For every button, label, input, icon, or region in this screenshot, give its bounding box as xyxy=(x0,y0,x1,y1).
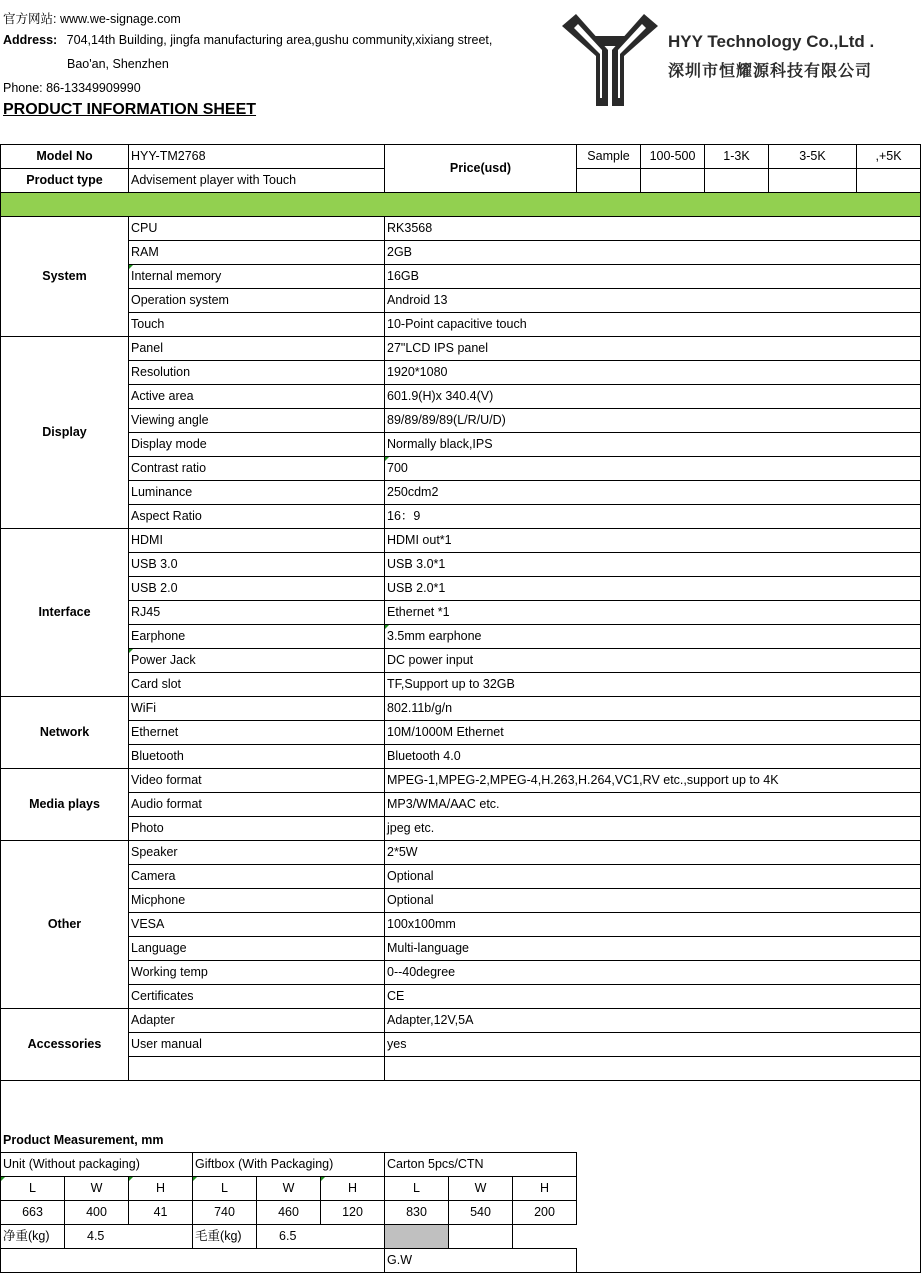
spec-row xyxy=(1,649,921,673)
spec-row xyxy=(1,625,921,649)
spec-value: 0--40degree xyxy=(385,961,921,985)
empty-cell xyxy=(513,1225,577,1249)
spec-label: Audio format xyxy=(129,793,385,817)
model-value: HYY-TM2768 xyxy=(129,145,385,169)
spec-value: Multi-language xyxy=(385,937,921,961)
spec-value: MPEG-1,MPEG-2,MPEG-4,H.263,H.264,VC1,RV etc.,support up to 4K xyxy=(385,769,921,793)
spec-table xyxy=(0,216,921,1081)
dimension-value: 120 xyxy=(321,1201,385,1225)
price-label: Price(usd) xyxy=(385,145,577,193)
spec-row xyxy=(1,841,921,865)
spec-category: Media plays xyxy=(1,769,129,841)
spec-label: Panel xyxy=(129,337,385,361)
spec-label: WiFi xyxy=(129,697,385,721)
spec-value: 601.9(H)x 340.4(V) xyxy=(385,385,921,409)
spec-value: 10-Point capacitive touch xyxy=(385,313,921,337)
spec-row xyxy=(1,433,921,457)
spec-value: USB 2.0*1 xyxy=(385,577,921,601)
price-cell xyxy=(769,169,857,193)
spec-value: USB 3.0*1 xyxy=(385,553,921,577)
spec-row xyxy=(1,721,921,745)
gray-cell xyxy=(385,1225,449,1249)
empty-cell xyxy=(1,1249,385,1273)
spec-row xyxy=(1,337,921,361)
spec-value xyxy=(385,1057,921,1081)
spec-label: Bluetooth xyxy=(129,745,385,769)
spec-value: Android 13 xyxy=(385,289,921,313)
dimension-header: W xyxy=(449,1177,513,1201)
gross-weight-value: 6.5 xyxy=(257,1225,385,1249)
address-text-1: 704,14th Building, jingfa manufacturing area,gushu community,xixiang street, xyxy=(66,33,493,47)
spec-value: TF,Support up to 32GB xyxy=(385,673,921,697)
spec-label: Working temp xyxy=(129,961,385,985)
measurement-table xyxy=(0,1152,577,1273)
spec-row xyxy=(1,913,921,937)
measurement-title: Product Measurement, mm xyxy=(3,1133,164,1147)
spec-value: Bluetooth 4.0 xyxy=(385,745,921,769)
company-name-cn: 深圳市恒耀源科技有限公司 xyxy=(668,63,873,80)
group-header: Giftbox (With Packaging) xyxy=(193,1153,385,1177)
group-header: Unit (Without packaging) xyxy=(1,1153,193,1177)
spec-row xyxy=(1,289,921,313)
spec-row xyxy=(1,937,921,961)
spec-value: 100x100mm xyxy=(385,913,921,937)
spec-label: RAM xyxy=(129,241,385,265)
price-cell xyxy=(857,169,921,193)
website-link[interactable]: www.we-signage.com xyxy=(59,12,181,26)
spec-label: User manual xyxy=(129,1033,385,1057)
y-logo-icon xyxy=(560,12,660,110)
spec-label: Speaker xyxy=(129,841,385,865)
spec-row xyxy=(1,481,921,505)
spec-label: Language xyxy=(129,937,385,961)
spec-label: Resolution xyxy=(129,361,385,385)
phone-line xyxy=(3,81,141,95)
spec-row xyxy=(1,265,921,289)
spec-row xyxy=(1,577,921,601)
website-label: 官方网站: xyxy=(3,12,57,26)
spec-row xyxy=(1,697,921,721)
spec-label: Contrast ratio xyxy=(129,457,385,481)
spec-value: 89/89/89/89(L/R/U/D) xyxy=(385,409,921,433)
dimension-value: 41 xyxy=(129,1201,193,1225)
address-label: Address: xyxy=(3,33,58,47)
address-line-2: Bao'an, Shenzhen xyxy=(67,57,169,71)
spec-label: Video format xyxy=(129,769,385,793)
dimension-header: W xyxy=(65,1177,129,1201)
spec-row xyxy=(1,505,921,529)
dimension-value: 400 xyxy=(65,1201,129,1225)
spec-label: Aspect Ratio xyxy=(129,505,385,529)
spec-row xyxy=(1,985,921,1009)
dimension-header: L xyxy=(1,1177,65,1201)
spec-label: Adapter xyxy=(129,1009,385,1033)
gross-weight-label: 毛重(kg) xyxy=(193,1225,257,1249)
empty-cell xyxy=(449,1225,513,1249)
spec-label xyxy=(129,1057,385,1081)
spec-label: Display mode xyxy=(129,433,385,457)
spec-label: Certificates xyxy=(129,985,385,1009)
spec-row xyxy=(1,817,921,841)
group-header: Carton 5pcs/CTN xyxy=(385,1153,577,1177)
price-cell xyxy=(577,169,641,193)
spec-row xyxy=(1,529,921,553)
spec-label: Card slot xyxy=(129,673,385,697)
website-line xyxy=(3,9,181,27)
spec-label: Camera xyxy=(129,865,385,889)
spec-row xyxy=(1,241,921,265)
spec-value: yes xyxy=(385,1033,921,1057)
spec-value: jpeg etc. xyxy=(385,817,921,841)
spec-row xyxy=(1,601,921,625)
spec-value: DC power input xyxy=(385,649,921,673)
spec-value: 27"LCD IPS panel xyxy=(385,337,921,361)
spec-value: 1920*1080 xyxy=(385,361,921,385)
address-line xyxy=(3,33,492,47)
spec-row xyxy=(1,457,921,481)
spec-value: RK3568 xyxy=(385,217,921,241)
spec-row xyxy=(1,673,921,697)
spec-value: 16GB xyxy=(385,265,921,289)
spec-value: 16：9 xyxy=(385,505,921,529)
spec-category: System xyxy=(1,217,129,337)
section-divider xyxy=(1,193,921,217)
dimension-value: 200 xyxy=(513,1201,577,1225)
spec-label: VESA xyxy=(129,913,385,937)
spec-value: Normally black,IPS xyxy=(385,433,921,457)
company-logo xyxy=(560,12,900,112)
spec-row xyxy=(1,865,921,889)
model-label: Model No xyxy=(1,145,129,169)
spec-row xyxy=(1,769,921,793)
spec-label: Viewing angle xyxy=(129,409,385,433)
spec-label: Operation system xyxy=(129,289,385,313)
dimension-value: 460 xyxy=(257,1201,321,1225)
spec-category: Other xyxy=(1,841,129,1009)
spec-row xyxy=(1,217,921,241)
spec-row xyxy=(1,793,921,817)
spec-row xyxy=(1,961,921,985)
spec-label: Touch xyxy=(129,313,385,337)
price-tier: 3-5K xyxy=(769,145,857,169)
spec-category: Accessories xyxy=(1,1009,129,1081)
spec-category: Display xyxy=(1,337,129,529)
dimension-value: 830 xyxy=(385,1201,449,1225)
spec-category: Interface xyxy=(1,529,129,697)
dimension-header: L xyxy=(385,1177,449,1201)
net-weight-label: 净重(kg) xyxy=(1,1225,65,1249)
spec-value: 250cdm2 xyxy=(385,481,921,505)
dimension-value: 540 xyxy=(449,1201,513,1225)
type-value: Advisement player with Touch xyxy=(129,169,385,193)
price-tier: 1-3K xyxy=(705,145,769,169)
spec-value: MP3/WMA/AAC etc. xyxy=(385,793,921,817)
spec-label: Micphone xyxy=(129,889,385,913)
price-cell xyxy=(705,169,769,193)
spec-label: HDMI xyxy=(129,529,385,553)
dimension-header: L xyxy=(193,1177,257,1201)
spec-label: Active area xyxy=(129,385,385,409)
spec-label: Earphone xyxy=(129,625,385,649)
spec-label: USB 2.0 xyxy=(129,577,385,601)
spec-row xyxy=(1,385,921,409)
spec-label: Ethernet xyxy=(129,721,385,745)
spec-category: Network xyxy=(1,697,129,769)
price-cell xyxy=(641,169,705,193)
spec-value: 2*5W xyxy=(385,841,921,865)
spec-label: Luminance xyxy=(129,481,385,505)
dimension-header: H xyxy=(321,1177,385,1201)
phone-label: Phone: xyxy=(3,81,43,95)
spec-label: Internal memory xyxy=(129,265,385,289)
spec-value: 2GB xyxy=(385,241,921,265)
company-name-en: HYY Technology Co.,Ltd . xyxy=(668,32,875,51)
spec-row xyxy=(1,361,921,385)
dimension-value: 663 xyxy=(1,1201,65,1225)
phone-number: 86-13349909990 xyxy=(46,81,141,95)
spec-value: 802.11b/g/n xyxy=(385,697,921,721)
spec-row xyxy=(1,313,921,337)
spec-label: CPU xyxy=(129,217,385,241)
product-header-table xyxy=(0,144,921,217)
price-tier: 100-500 xyxy=(641,145,705,169)
dimension-header: H xyxy=(129,1177,193,1201)
spec-row xyxy=(1,1057,921,1081)
spec-row xyxy=(1,1033,921,1057)
spec-row xyxy=(1,1009,921,1033)
net-weight-value: 4.5 xyxy=(65,1225,193,1249)
spec-row xyxy=(1,745,921,769)
spec-label: Power Jack xyxy=(129,649,385,673)
spec-value: 10M/1000M Ethernet xyxy=(385,721,921,745)
spec-row xyxy=(1,409,921,433)
spec-value: Optional xyxy=(385,889,921,913)
spec-value: CE xyxy=(385,985,921,1009)
spec-value: Ethernet *1 xyxy=(385,601,921,625)
gross-weight-carton-label: G.W xyxy=(385,1249,577,1273)
spec-row xyxy=(1,889,921,913)
spec-value: 700 xyxy=(385,457,921,481)
dimension-value: 740 xyxy=(193,1201,257,1225)
spec-value: 3.5mm earphone xyxy=(385,625,921,649)
spec-value: Adapter,12V,5A xyxy=(385,1009,921,1033)
type-label: Product type xyxy=(1,169,129,193)
dimension-header: W xyxy=(257,1177,321,1201)
sheet-title: PRODUCT INFORMATION SHEET xyxy=(3,101,257,118)
spec-label: RJ45 xyxy=(129,601,385,625)
spec-value: Optional xyxy=(385,865,921,889)
spec-label: USB 3.0 xyxy=(129,553,385,577)
spec-row xyxy=(1,553,921,577)
price-tier: Sample xyxy=(577,145,641,169)
dimension-header: H xyxy=(513,1177,577,1201)
spec-label: Photo xyxy=(129,817,385,841)
spec-value: HDMI out*1 xyxy=(385,529,921,553)
price-tier: ,+5K xyxy=(857,145,921,169)
